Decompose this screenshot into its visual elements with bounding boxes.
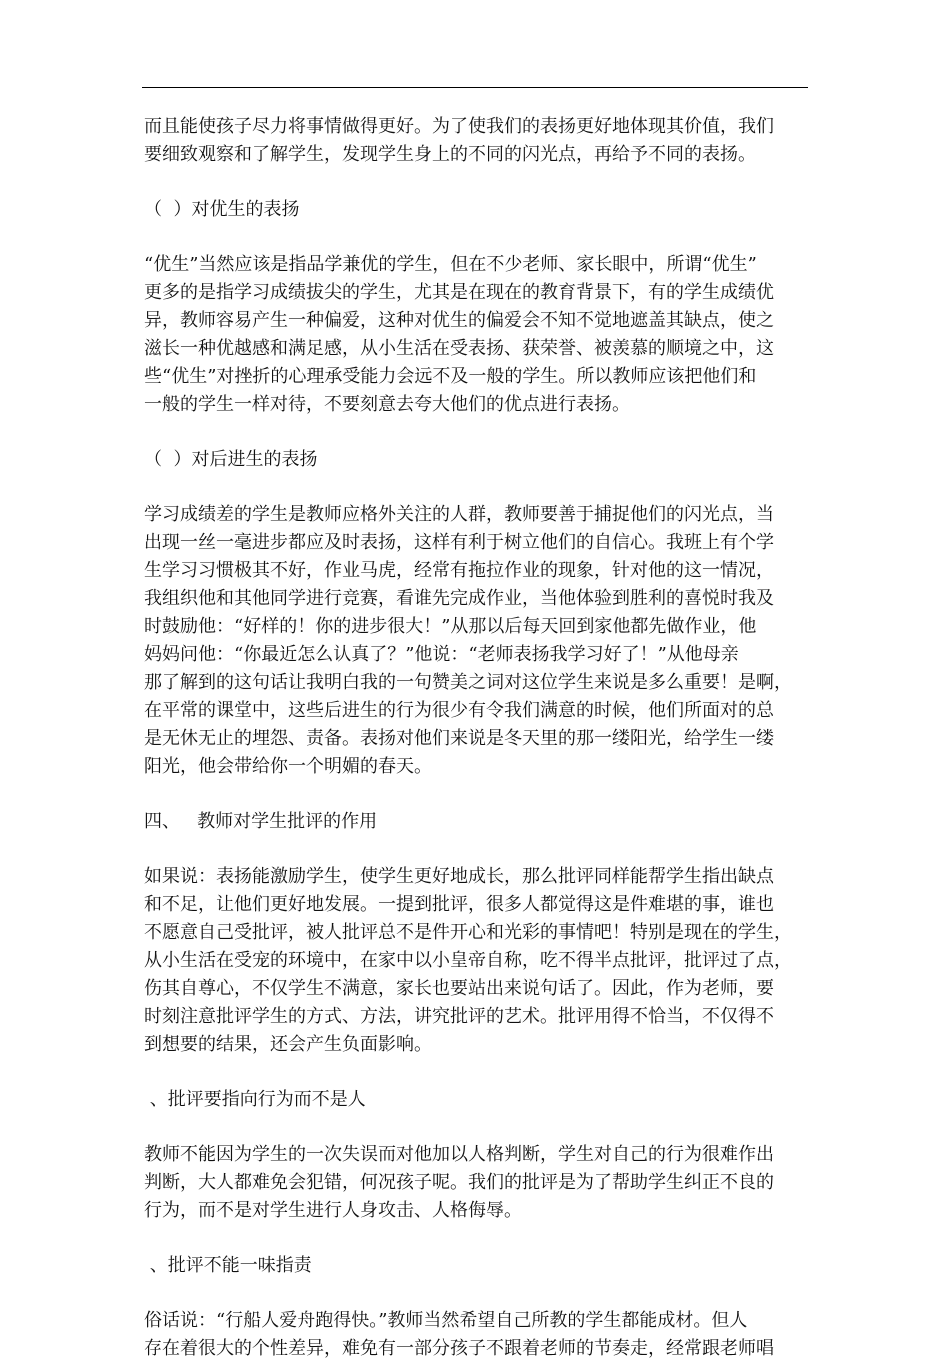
text-line: 一般的学生一样对待，不要刻意去夸大他们的优点进行表扬。 xyxy=(144,394,630,415)
text-line: 到想要的结果，还会产生负面影响。 xyxy=(144,1034,432,1055)
section-heading-top-students: （ ）对优生的表扬 xyxy=(144,199,300,220)
text-line: 滋长一种优越感和满足感，从小生活在受表扬、获荣誉、被羡慕的顺境之中，这 xyxy=(144,338,774,359)
text-line: 生学习习惯极其不好，作业马虎，经常有拖拉作业的现象，针对他的这一情况， xyxy=(144,560,774,581)
text-line: 存在着很大的个性差异，难免有一部分孩子不跟着老师的节奏走，经常跟老师唱 xyxy=(144,1338,774,1359)
paragraph-2 xyxy=(144,251,810,419)
section-heading-not-blame: 、批评不能一味指责 xyxy=(144,1255,312,1276)
paragraph-4 xyxy=(144,863,810,1059)
text-line: 时鼓励他：“好样的！你的进步很大！”从那以后每天回到家他都先做作业，他 xyxy=(144,616,757,637)
text-line: 更多的是指学习成绩拔尖的学生，尤其是在现在的教育背景下，有的学生成绩优 xyxy=(144,282,774,303)
text-line: “优生”当然应该是指品学兼优的学生，但在不少老师、家长眼中，所谓“优生” xyxy=(144,254,757,275)
text-line: 俗话说：“行船人爱舟跑得快。”教师当然希望自己所教的学生都能成材。但人 xyxy=(144,1310,748,1331)
text-line: 如果说：表扬能激励学生，使学生更好地成长，那么批评同样能帮学生指出缺点 xyxy=(144,866,774,887)
text-line: 时刻注意批评学生的方式、方法，讲究批评的艺术。批评用得不恰当，不仅得不 xyxy=(144,1006,774,1027)
text-line: 在平常的课堂中，这些后进生的行为很少有令我们满意的时候，他们所面对的总 xyxy=(144,700,774,721)
text-line: 而且能使孩子尽力将事情做得更好。为了使我们的表扬更好地体现其价值，我们 xyxy=(144,116,774,137)
text-line: 判断，大人都难免会犯错，何况孩子呢。我们的批评是为了帮助学生纠正不良的 xyxy=(144,1172,774,1193)
paragraph-1 xyxy=(144,113,810,169)
text-line: 和不足，让他们更好地发展。一提到批评，很多人都觉得这是件难堪的事，谁也 xyxy=(144,894,774,915)
text-line: 些“优生”对挫折的心理承受能力会远不及一般的学生。所以教师应该把他们和 xyxy=(144,366,757,387)
text-line: 学习成绩差的学生是教师应格外关注的人群，教师要善于捕捉他们的闪光点，当 xyxy=(144,504,774,525)
text-line: 伤其自尊心，不仅学生不满意，家长也要站出来说句话了。因此，作为老师，要 xyxy=(144,978,774,999)
text-line: 是无休无止的埋怨、责备。表扬对他们来说是冬天里的那一缕阳光，给学生一缕 xyxy=(144,728,774,749)
text-line: 阳光，他会带给你一个明媚的春天。 xyxy=(144,756,432,777)
paragraph-5 xyxy=(144,1141,810,1225)
section-heading-criticism: 四、 教师对学生批评的作用 xyxy=(144,811,378,832)
text-line: 异，教师容易产生一种偏爱，这种对优生的偏爱会不知不觉地遮盖其缺点，使之 xyxy=(144,310,774,331)
header-rule xyxy=(142,87,808,88)
text-line: 行为，而不是对学生进行人身攻击、人格侮辱。 xyxy=(144,1200,522,1221)
section-heading-struggling-students: （ ）对后进生的表扬 xyxy=(144,449,318,470)
paragraph-6 xyxy=(144,1307,810,1363)
text-line: 妈妈问他：“你最近怎么认真了？”他说：“老师表扬我学习好了！”从他母亲 xyxy=(144,644,739,665)
text-line: 我组织他和其他同学进行竞赛，看谁先完成作业，当他体验到胜利的喜悦时我及 xyxy=(144,588,774,609)
text-line: 教师不能因为学生的一次失误而对他加以人格判断，学生对自己的行为很难作出 xyxy=(144,1144,774,1165)
text-line: 要细致观察和了解学生，发现学生身上的不同的闪光点，再给予不同的表扬。 xyxy=(144,144,756,165)
text-line: 从小生活在受宠的环境中，在家中以小皇帝自称，吃不得半点批评，批评过了点， xyxy=(144,950,792,971)
text-line: 不愿意自己受批评，被人批评总不是件开心和光彩的事情吧！特别是现在的学生， xyxy=(144,922,792,943)
text-line: 那了解到的这句话让我明白我的一句赞美之词对这位学生来说是多么重要！是啊， xyxy=(144,672,792,693)
text-line: 出现一丝一毫进步都应及时表扬，这样有利于树立他们的自信心。我班上有个学 xyxy=(144,532,774,553)
section-heading-behavior: 、批评要指向行为而不是人 xyxy=(144,1089,366,1110)
document-body xyxy=(144,113,810,1363)
paragraph-3 xyxy=(144,501,810,781)
